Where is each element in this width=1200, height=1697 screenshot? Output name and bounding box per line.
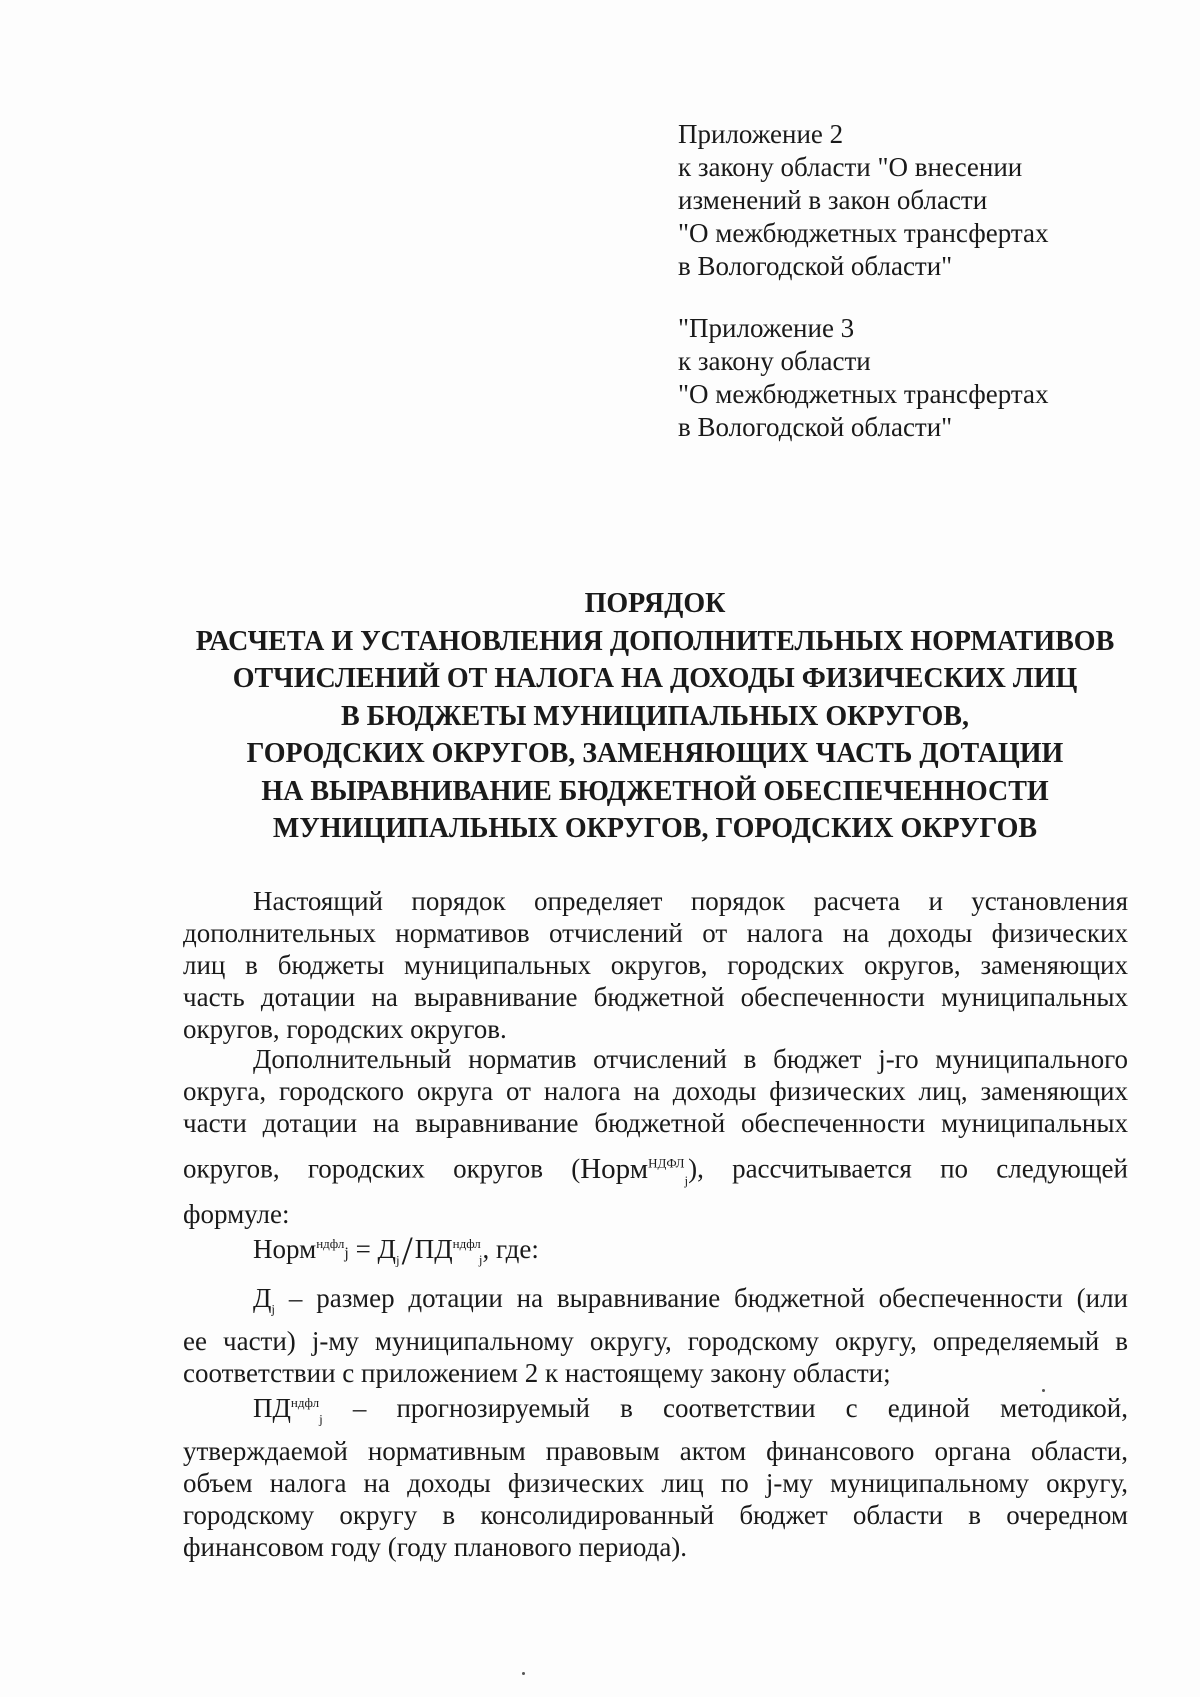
text-line: округов, городских округов. — [183, 1014, 507, 1044]
appendix-line: "О межбюджетных трансфертах — [678, 218, 1049, 248]
text-line: формуле: — [183, 1199, 290, 1230]
text-fragment: – прогнозируемый в соответствии с единой методикой, — [322, 1393, 1128, 1423]
text-line-with-symbol — [183, 1387, 1128, 1435]
text-line: финансовом году (году планового периода). — [183, 1532, 688, 1563]
formula-norm-superscript: ндфл — [316, 1236, 345, 1251]
text-fragment: округов, городских округов ( — [183, 1153, 581, 1184]
paragraph-pd-definition — [183, 1387, 1128, 1563]
text-line: утверждаемой нормативным правовым актом финансового органа области, — [183, 1436, 1128, 1467]
symbol-norm — [580, 1152, 689, 1188]
title-line: ГОРОДСКИХ ОКРУГОВ, ЗАМЕНЯЮЩИХ ЧАСТЬ ДОТАЦИИ — [246, 738, 1064, 769]
symbol-base: Норм — [580, 1152, 649, 1185]
title-line: МУНИЦИПАЛЬНЫХ ОКРУГОВ, ГОРОДСКИХ ОКРУГОВ — [272, 813, 1038, 844]
title-line: РАСЧЕТА И УСТАНОВЛЕНИЯ ДОПОЛНИТЕЛЬНЫХ НОРМАТИВОВ — [195, 625, 1115, 657]
text-fragment: ), рассчитывается по следующей — [688, 1153, 1128, 1184]
formula-norm: Норм — [253, 1234, 317, 1264]
symbol-pd: ПД — [253, 1393, 291, 1423]
text-line-with-symbol — [183, 1147, 1128, 1196]
scan-speck — [522, 1672, 525, 1675]
text-line: Настоящий порядок определяет порядок расчета и установления — [253, 886, 1128, 916]
symbol-d-subscript: j — [271, 1301, 276, 1317]
symbol-pd-subscript: j — [319, 1411, 323, 1427]
text-line: часть дотации на выравнивание бюджетной обеспеченности муниципальных — [183, 982, 1128, 1012]
text-line: дополнительных нормативов отчислений от налога на доходы физических — [183, 918, 1128, 948]
paragraph-d-definition — [183, 1282, 1128, 1389]
document-title — [160, 585, 1150, 848]
appendix-line: Приложение 2 — [678, 119, 844, 149]
text-line: лиц в бюджеты муниципальных округов, городских округов, заменяющих — [183, 950, 1128, 980]
formula-pd-subscript: j — [478, 1252, 483, 1268]
formula-tail: , где: — [482, 1234, 539, 1264]
symbol-subscript: j — [684, 1172, 689, 1188]
text-line: округа, городского округа от налога на доходы физических лиц, заменяющих — [183, 1076, 1128, 1106]
scan-speck — [1042, 1389, 1045, 1392]
appendix-line: в Вологодской области" — [678, 251, 953, 281]
formula-norm-subscript: j — [344, 1245, 349, 1262]
text-fragment: – размер дотации на выравнивание бюджетной обеспеченности (или — [275, 1283, 1128, 1313]
formula-pd: ПД — [414, 1234, 453, 1264]
text-line: городскому округу в консолидированный бюджет области в очередном — [183, 1500, 1128, 1531]
symbol-superscript: НДФЛ — [648, 1155, 685, 1170]
appendix-line: в Вологодской области" — [678, 412, 953, 442]
formula-d: Д — [377, 1234, 396, 1264]
paragraph-intro — [183, 885, 1128, 1045]
appendix-line: к закону области — [678, 346, 871, 376]
formula — [253, 1228, 539, 1276]
text-line: объем налога на доходы физических лиц по j-му муниципальному округу, — [183, 1468, 1128, 1499]
title-line: ПОРЯДОК — [584, 588, 726, 619]
appendix-line: к закону области "О внесении — [678, 152, 1023, 182]
appendix-line: изменений в закон области — [678, 185, 988, 215]
formula-pd-superscript: ндфл — [452, 1236, 481, 1251]
symbol-pd-superscript: ндфл — [290, 1395, 320, 1410]
appendix-header-current — [678, 118, 1048, 283]
title-line: В БЮДЖЕТЫ МУНИЦИПАЛЬНЫХ ОКРУГОВ, — [341, 700, 969, 732]
paragraph-definition — [183, 1043, 1128, 1230]
formula-equals: = — [348, 1234, 378, 1264]
appendix-header-original — [678, 312, 1048, 444]
title-line: ОТЧИСЛЕНИЙ ОТ НАЛОГА НА ДОХОДЫ ФИЗИЧЕСКИХ ЛИЦ — [232, 663, 1078, 694]
text-line: части дотации на выравнивание бюджетной обеспеченности муниципальных — [183, 1108, 1128, 1138]
text-line: ее части) j-му муниципальному округу, городскому округу, определяемый в — [183, 1326, 1128, 1357]
text-line: Дополнительный норматив отчислений в бюджет j-го муниципального — [253, 1044, 1128, 1074]
text-line: соответствии с приложением 2 к настоящему закону области; — [183, 1358, 891, 1389]
title-line: НА ВЫРАВНИВАНИЕ БЮДЖЕТНОЙ ОБЕСПЕЧЕННОСТИ — [261, 775, 1049, 807]
appendix-line: "О межбюджетных трансфертах — [678, 379, 1049, 409]
appendix-line: "Приложение 3 — [678, 313, 855, 343]
formula-d-subscript: j — [395, 1252, 400, 1268]
formula-division-slash: / — [401, 1228, 413, 1273]
symbol-d: Д — [253, 1283, 272, 1313]
text-line-with-symbol — [183, 1282, 1128, 1325]
